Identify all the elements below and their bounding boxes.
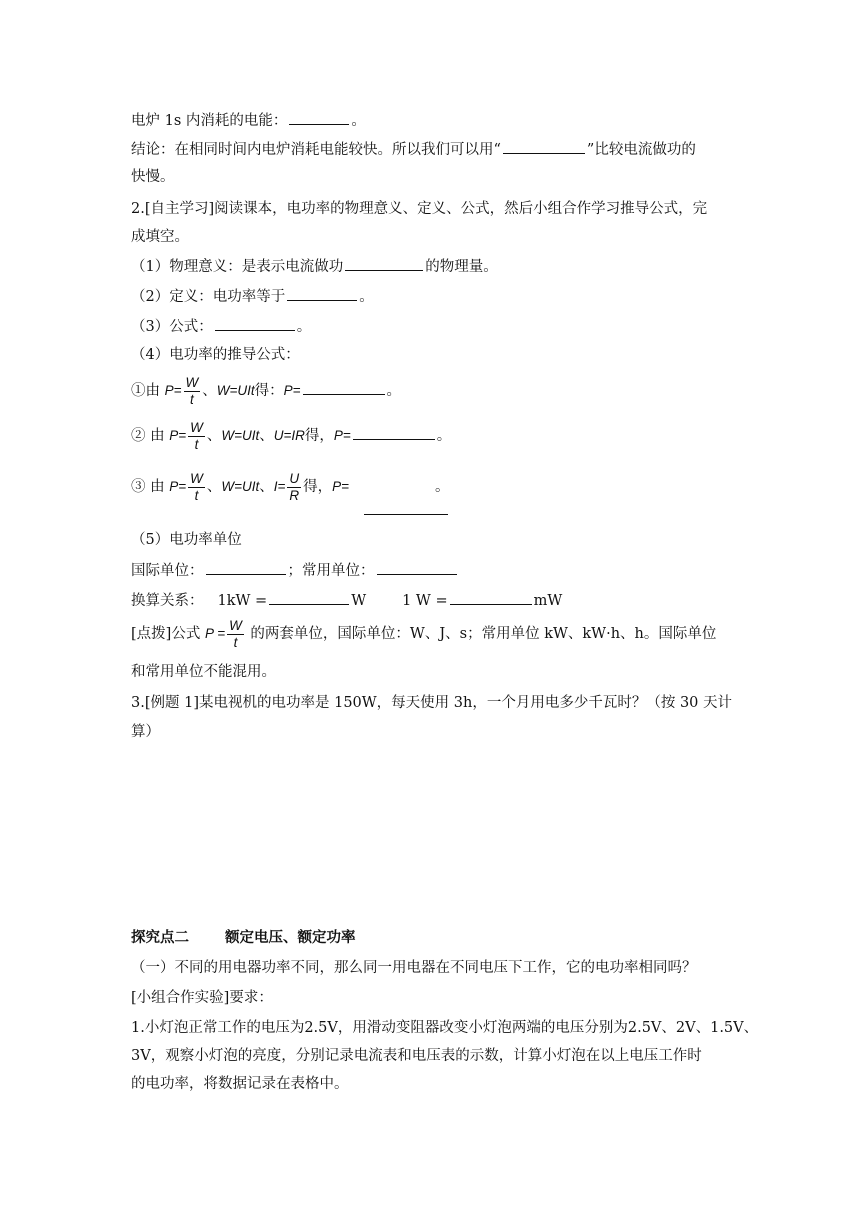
line-formula: （3）公式： 。 [131,316,311,337]
line-experiment-1: 1.小灯泡正常工作的电压为2.5V，用滑动变阻器改变小灯泡两端的电压分别为2.5V、2V、1.5V、 [131,1020,759,1036]
fraction-w-over-t: $\frac{W}{t}$ [190,470,203,503]
line-conclusion-cont: 快慢。 [131,169,175,185]
fraction-w-over-t: $\frac{W}{t}$ [185,374,199,407]
line-example-cont: 算） [131,724,160,740]
line-conclusion: 结论：在相同时间内电炉消耗电能较快。所以我们可以用“ ”比较电流做功的 [131,139,696,160]
line-group-experiment: [小组合作实验]要求： [131,990,273,1006]
blank-formula[interactable] [215,316,295,331]
blank-derivation-1[interactable] [303,380,385,395]
fraction-w-over-t: $\frac{W}{t}$ [190,419,203,452]
line-derivation-heading: （4）电功率的推导公式： [131,347,300,363]
line-units: 国际单位： ；常用单位： [131,560,459,581]
blank-si-unit[interactable] [206,560,286,575]
line-units-heading: （5）电功率单位 [131,532,242,548]
line-conversion: 换算关系： 1kW = W 1 W = mW [131,590,562,611]
blank-compare-quantity[interactable] [503,139,585,154]
blank-meaning[interactable] [345,256,423,271]
line-experiment-3: 的电功率，将数据记录在表格中。 [131,1076,349,1092]
fraction-u-over-r: $\frac{U}{R}$ [289,470,300,503]
line-experiment-2: 3V，观察小灯泡的亮度，分别记录电流表和电压表的示数，计算小灯泡在以上电压工作时 [131,1048,702,1064]
blank-kw-to-w[interactable] [269,590,349,605]
blank-definition[interactable] [287,286,357,301]
line-physical-meaning: （1）物理意义：是表示电流做功 的物理量。 [131,256,498,277]
derivation-1: ①由 P= $\frac{W}{t}$ 、W=UIt得：P= 。 [131,374,402,407]
line-tip: [点拨]公式 P = $\frac{W}{t}$ 的两套单位，国际单位：W、J、s；常用单位 kW、kW·h、h。国际单位 [131,617,717,650]
blank-w-to-mw[interactable] [450,590,532,605]
line-question: （一）不同的用电器功率不同，那么同一用电器在不同电压下工作，它的电功率相同吗？ [131,960,697,976]
derivation-3: ③ 由 P= $\frac{W}{t}$ 、W=UIt、I= $\frac{U}{R}$ 得，P= 。 [131,470,450,503]
derivation-2: ② 由 P= $\frac{W}{t}$ 、W=UIt、U=IR得，P= 。 [131,419,452,452]
line-tip-cont: 和常用单位不能混用。 [131,664,276,680]
line-energy-1s: 电炉 1s 内消耗的电能： 。 [131,110,366,131]
blank-common-unit[interactable] [377,560,457,575]
line-self-study: 2.[自主学习]阅读课本，电功率的物理意义、定义、公式，然后小组合作学习推导公式，完 [131,201,708,217]
blank-derivation-3[interactable] [364,500,448,515]
blank-energy[interactable] [289,110,349,125]
line-definition: （2）定义：电功率等于 。 [131,286,374,307]
blank-derivation-2[interactable] [353,425,435,440]
line-self-study-cont: 成填空。 [131,229,189,245]
section-heading: 探究点二 额定电压、额定功率 [131,929,356,946]
line-example: 3.[例题 1]某电视机的电功率是 150W，每天使用 3h，一个月用电多少千瓦时？（按 30 天计 [131,695,733,711]
fraction-w-over-t: $\frac{W}{t}$ [229,617,242,650]
